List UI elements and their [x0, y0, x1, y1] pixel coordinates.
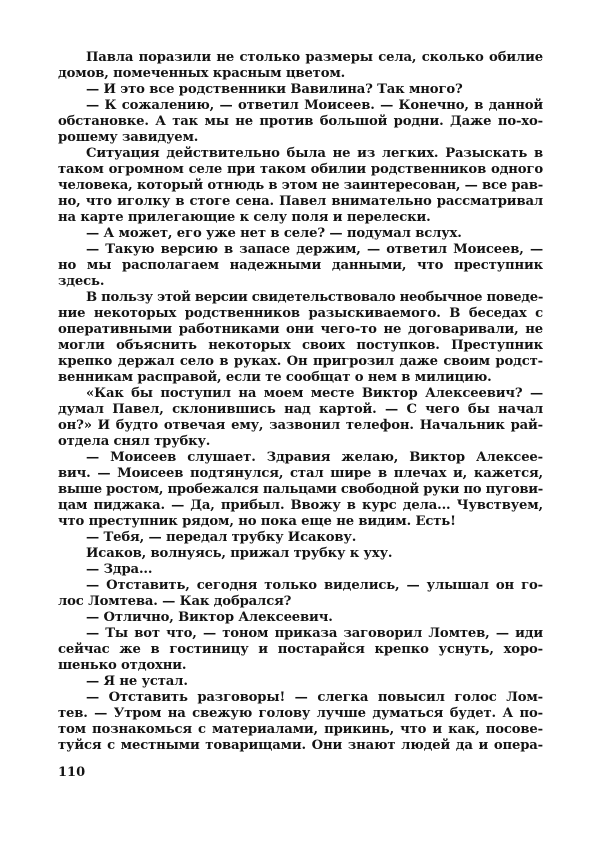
- text-line: обстановке. А так мы не против большой родни. Даже по-хо-: [58, 114, 543, 129]
- text-line: но, что иголку в стоге сена. Павел внимательно рассматривал: [58, 194, 543, 209]
- text-line: — Тебя, — передал трубку Исакову.: [86, 530, 357, 545]
- text-line: домов, помеченных красным цветом.: [58, 66, 346, 81]
- text-line: могли объяснить некоторых своих поступков. Преступник: [58, 338, 543, 353]
- page-number: 110: [58, 765, 86, 780]
- text-line: но мы располагаем надежными данными, что преступник: [58, 258, 543, 273]
- text-line: том познакомься с материалами, прикинь, что и как, посове-: [58, 722, 543, 737]
- book-page-text: [58, 50, 543, 754]
- text-line: шенько отдохни.: [58, 658, 187, 673]
- text-line: — Отставить, сегодня только виделись, — улышал он го-: [86, 578, 543, 593]
- text-line: — Я не устал.: [86, 674, 188, 689]
- text-line: ние некоторых родственников разыскиваемого. В беседах с: [58, 306, 543, 321]
- text-line: «Как бы поступил на моем месте Виктор Алексеевич? —: [86, 386, 543, 401]
- text-line: — Отставить разговоры! — слегка повысил голос Лом-: [86, 690, 543, 705]
- text-line: вич. — Моисеев подтянулся, стал шире в плечах и, кажется,: [58, 466, 543, 481]
- text-line: отдела снял трубку.: [58, 434, 211, 449]
- text-line: человека, который отнюдь в этом не заинтересован, — все рав-: [58, 178, 543, 193]
- text-line: — Моисеев слушает. Здравия желаю, Виктор Алексее-: [86, 450, 543, 465]
- text-line: В пользу этой версии свидетельствовало необычное поведе-: [86, 290, 543, 305]
- text-line: цам пиджака. — Да, прибыл. Ввожу в курс дела... Чувствуем,: [58, 498, 543, 513]
- text-line: сейчас же в гостиницу и постарайся крепко уснуть, хоро-: [58, 642, 543, 657]
- text-line: Исаков, волнуясь, прижал трубку к уху.: [86, 546, 393, 561]
- text-line: крепко держал село в руках. Он пригрозил даже своим родст-: [58, 354, 543, 369]
- text-line: — Такую версию в запасе держим, — ответил Моисеев, —: [86, 242, 543, 257]
- text-line: — К сожалению, — ответил Моисеев. — Конечно, в данной: [86, 98, 543, 113]
- text-line: выше ростом, пробежался пальцами свободной руки по пугови-: [58, 482, 543, 497]
- text-line: на карте прилегающие к селу поля и перелески.: [58, 210, 431, 225]
- text-line: рошему завидуем.: [58, 130, 199, 145]
- text-line: — И это все родственники Вавилина? Так много?: [86, 82, 463, 97]
- text-line: — Здра...: [86, 562, 153, 577]
- text-line: здесь.: [58, 274, 105, 289]
- text-line: что преступник рядом, но пока еще не видим. Есть!: [58, 514, 456, 529]
- text-line: он?» И будто отвечая ему, зазвонил телефон. Начальник рай-: [58, 418, 543, 433]
- text-line: оперативными работниками они чего-то не договаривали, не: [58, 322, 543, 337]
- text-line: лос Ломтева. — Как добрался?: [58, 594, 292, 609]
- text-line: — Отлично, Виктор Алексеевич.: [86, 610, 333, 625]
- text-line: венникам расправой, если те сообщат о нем в милицию.: [58, 370, 492, 385]
- text-line: — А может, его уже нет в селе? — подумал вслух.: [86, 226, 462, 241]
- text-line: Ситуация действительно была не из легких. Разыскать в: [86, 146, 543, 161]
- text-line: таком огромном селе при таком обилии родственников одного: [58, 162, 543, 177]
- text-line: туйся с местными товарищами. Они знают людей да и опера-: [58, 738, 543, 753]
- text-line: думал Павел, склонившись над картой. — С чего бы начал: [58, 402, 543, 417]
- text-line: — Ты вот что, — тоном приказа заговорил Ломтев, — иди: [86, 626, 543, 641]
- text-line: Павла поразили не столько размеры села, сколько обилие: [86, 50, 543, 65]
- text-line: тев. — Утром на свежую голову лучше думаться будет. А по-: [58, 706, 543, 721]
